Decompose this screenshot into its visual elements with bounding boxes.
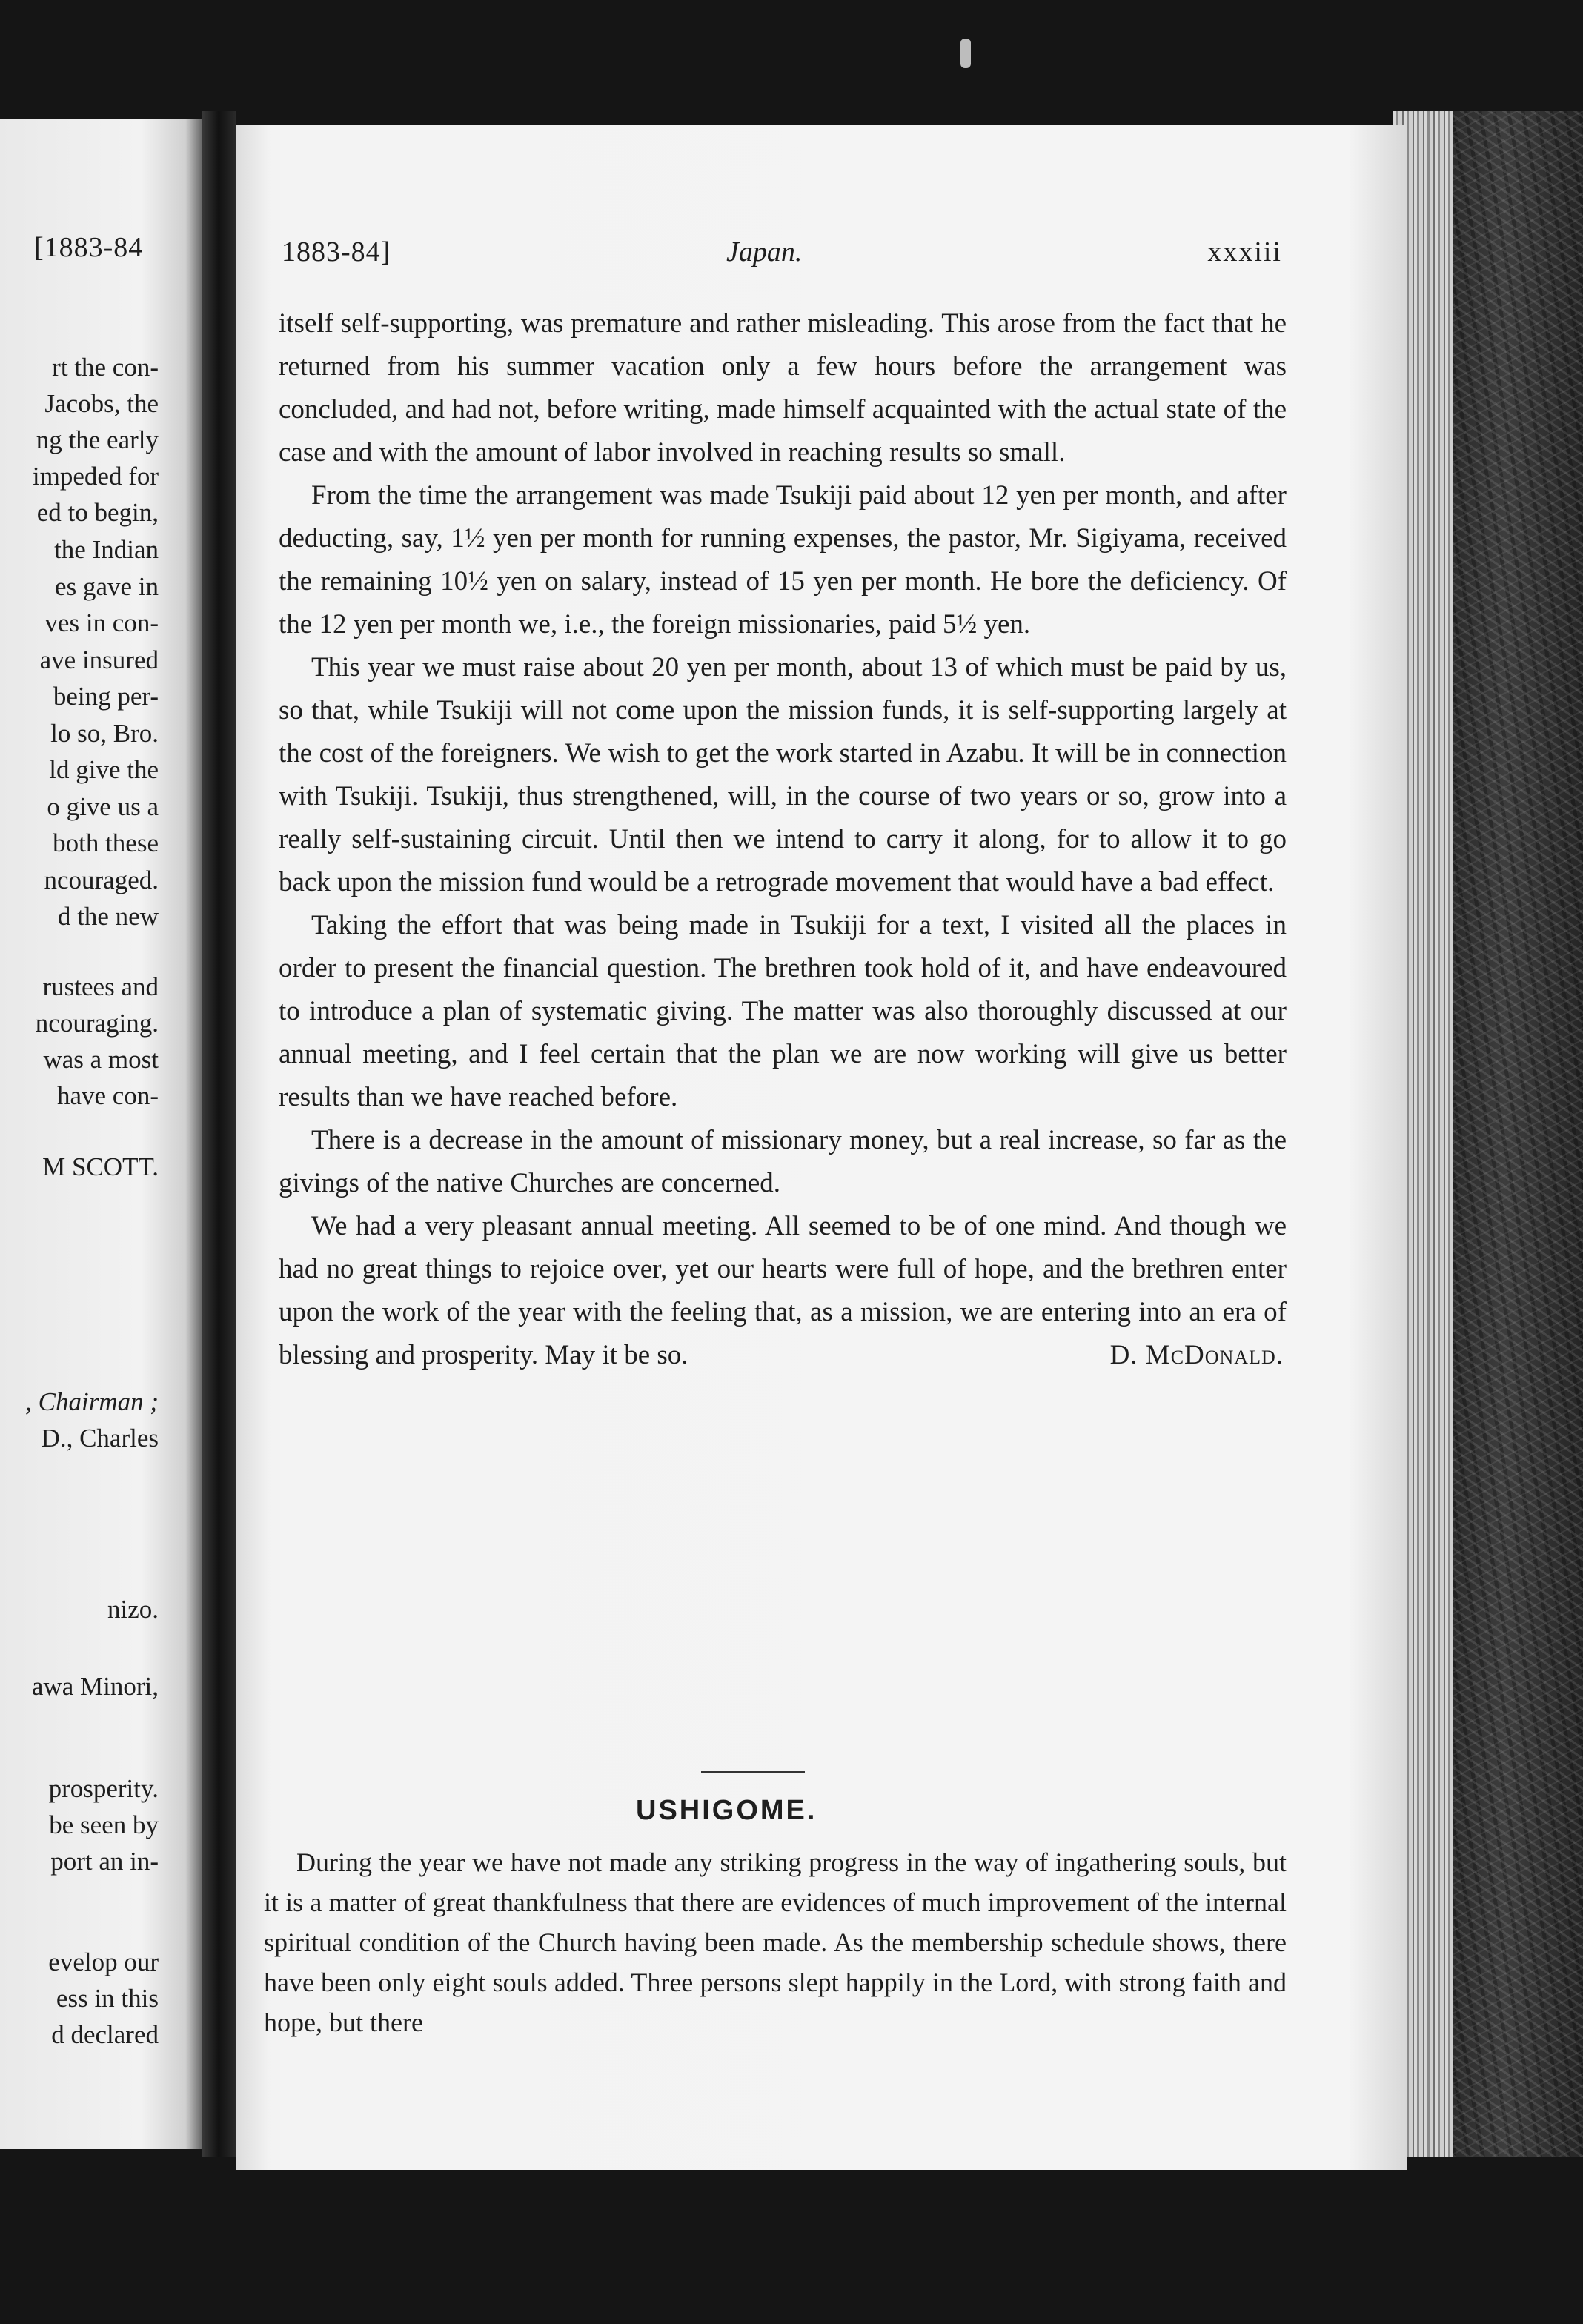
left-page-line: lo so, Bro. [50, 719, 159, 748]
page-number: xxxiii [1207, 236, 1282, 268]
left-page-line: nizo. [107, 1595, 159, 1624]
signature: D. McDonald. [1109, 1340, 1284, 1370]
left-page-line: d the new [57, 902, 159, 931]
left-page-line: ess in this [56, 1984, 159, 2013]
left-page-line: port an in- [50, 1847, 159, 1876]
paragraph: There is a decrease in the amount of missionary money, but a real increase, so far as the givings of the native Churches are concerned. [279, 1125, 1287, 1198]
section-text [264, 1842, 1287, 2042]
left-page-line: es gave in [55, 572, 159, 601]
paragraph: Taking the effort that was being made in Tsukiji for a text, I visited all the places in order to present the financial question. The brethren took hold of it, and have endeavoured to introduce a plan of systematic giving. The matter was also thoroughly discussed at our annual meeting, and I feel certain that the plan we are now working will give us better results than we have reached before. [279, 910, 1287, 1112]
left-page-line: rt the con- [52, 353, 159, 382]
left-page-line: both these [53, 829, 159, 857]
left-page-line: ng the early [36, 425, 159, 454]
paragraph: During the year we have not made any striking progress in the way of ingathering souls, but it is a matter of great thankfulness that there are evidences of much improvement of the internal spiritual condition of the Church having been made. As the membership schedule shows, there have been only eight souls added. Three persons slept happily in the Lord, with strong faith and hope, but there [264, 1847, 1287, 2037]
scan-speck [960, 39, 971, 68]
running-head-year: 1883-84] [282, 236, 391, 268]
left-page-line: be seen by [49, 1810, 159, 1839]
left-page-line: ves in con- [44, 608, 159, 637]
left-page-line: was a most [43, 1045, 159, 1074]
body-text [279, 302, 1287, 1377]
left-page-line: awa Minori, [31, 1672, 159, 1701]
left-page-line: ncouraged. [44, 866, 159, 894]
left-page-line: rustees and [42, 972, 159, 1001]
left-page-line: ave insured [39, 645, 159, 674]
running-head-title: Japan. [726, 236, 803, 268]
running-head [282, 236, 1282, 273]
left-page-line: evelop our [48, 1948, 159, 1976]
book-edge-marbling [1453, 111, 1583, 2157]
left-page-line: prosperity. [48, 1774, 159, 1803]
left-page-line: ncouraging. [35, 1009, 159, 1038]
book-spine [202, 111, 236, 2157]
left-page-line: M SCOTT. [42, 1152, 159, 1181]
paragraph: From the time the arrangement was made Tsukiji paid about 12 yen per month, and after deducting, say, 1½ yen per month for running expenses, the pastor, Mr. Sigiyama, received the remaining 10½ yen on salary, instead of 15 yen per month. He bore the deficiency. Of the 12 yen per month we, i.e., the foreign missionaries, paid 5½ yen. [279, 480, 1287, 640]
left-page-line: o give us a [47, 792, 159, 821]
section-title: USHIGOME. [636, 1795, 817, 1826]
left-page-line: , Chairman ; [25, 1387, 159, 1416]
left-page-line: being per- [53, 682, 159, 711]
left-page-line: the Indian [54, 535, 159, 564]
left-page-line: d declared [51, 2020, 159, 2049]
left-page-line: ld give the [49, 755, 159, 784]
left-page-line: D., Charles [41, 1424, 159, 1452]
left-page-header: [1883-84 [34, 232, 144, 263]
left-page-line: Jacobs, the [44, 389, 159, 418]
paragraph: This year we must raise about 20 yen per month, about 13 of which must be paid by us, so that, while Tsukiji will not come upon the mission funds, it is self-supporting largely at the cost of the foreigners. We wish to get the work started in Azabu. It will be in connection with Tsukiji. Tsukiji, thus strengthened, will, in the course of two years or so, grow into a really self-sustaining circuit. Until then we intend to carry it along, for to allow it to go back upon the mission fund would be a retrograde movement that would have a bad effect. [279, 652, 1287, 897]
right-page [236, 124, 1407, 2170]
section-divider [701, 1771, 805, 1773]
paragraph: We had a very pleasant annual meeting. All seemed to be of one mind. And though we had no great things to rejoice over, yet our hearts were full of hope, and the brethren enter upon the work of the year with the feeling that, as a mission, we are entering into an era of blessing and prosperity. May it be so. [279, 1211, 1287, 1370]
left-page-line: ed to begin, [36, 498, 159, 527]
paragraph: itself self-supporting, was premature and rather misleading. This arose from the fact that he returned from his summer vacation only a few hours before the arrangement was concluded, and had not, before writing, made himself acquainted with the actual state of the case and with the amount of labor involved in reaching results so small. [279, 308, 1287, 468]
left-page-line: impeded for [32, 462, 159, 491]
left-page-line: have con- [56, 1081, 159, 1110]
left-page [0, 119, 202, 2149]
